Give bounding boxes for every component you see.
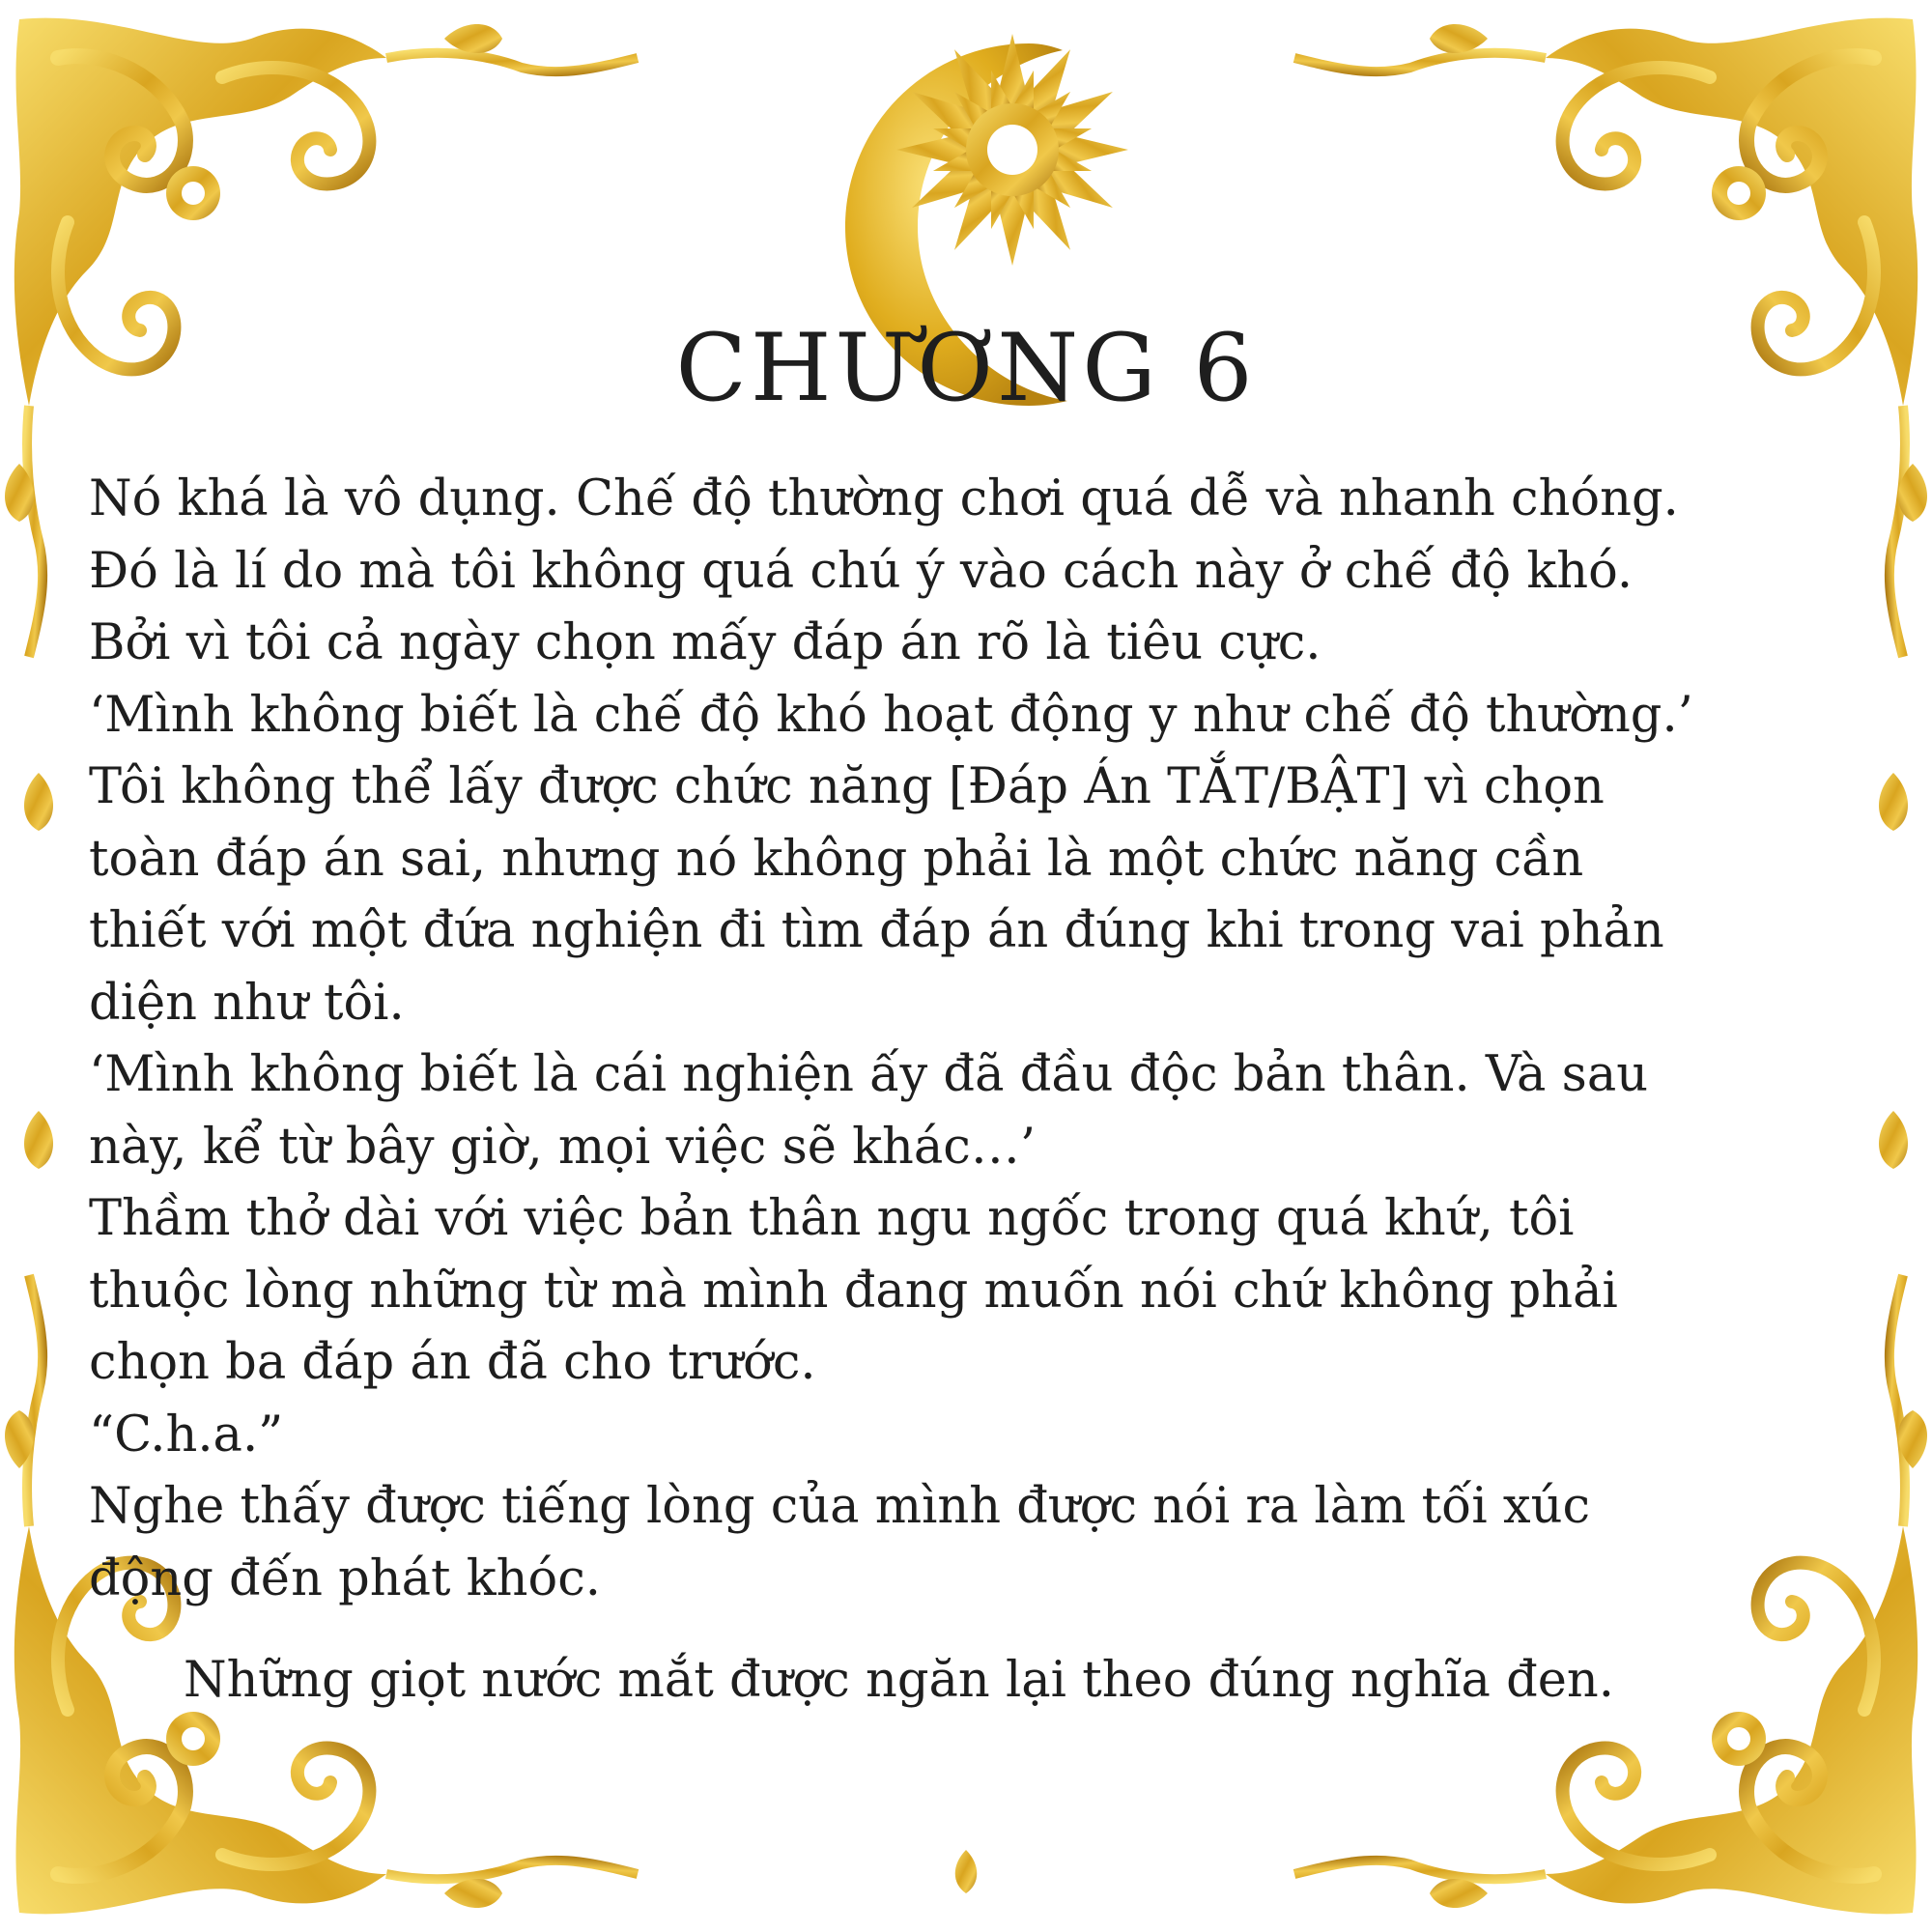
text-line: Nghe thấy được tiếng lòng của mình được nói ra làm tối xúc <box>89 1478 1591 1535</box>
text-line: động đến phát khóc. <box>89 1549 601 1607</box>
text-line: ‘Mình không biết là cái nghiện ấy đã đầu độc bản thân. Và sau <box>89 1046 1649 1103</box>
text-line: Bởi vì tôi cả ngày chọn mấy đáp án rõ là tiêu cực. <box>89 614 1321 671</box>
text-line: Nó khá là vô dụng. Chế độ thường chơi quá dễ và nhanh chóng. <box>89 470 1679 527</box>
text-line: thiết với một đứa nghiện đi tìm đáp án đúng khi trong vai phản <box>89 902 1664 959</box>
chapter-title: CHƯƠNG 6 <box>675 314 1257 422</box>
text-line: diện như tôi. <box>89 974 405 1032</box>
closing-line: Những giọt nước mắt được ngăn lại theo đúng nghĩa đen. <box>184 1652 1614 1709</box>
text-line: này, kể từ bây giờ, mọi việc sẽ khác…’ <box>89 1118 1037 1176</box>
text-line: toàn đáp án sai, nhưng nó không phải là một chức năng cần <box>89 830 1584 888</box>
story-text-block <box>89 464 1876 1615</box>
text-line: ‘Mình không biết là chế độ khó hoạt động y như chế độ thường.’ <box>89 686 1693 744</box>
bottom-border-line <box>541 1850 1391 1893</box>
text-line: chọn ba đáp án đã cho trước. <box>89 1334 816 1391</box>
text-line: “C.h.a.” <box>89 1406 284 1463</box>
text-line: Thầm thở dài với việc bản thân ngu ngốc trong quá khứ, tôi <box>89 1190 1575 1247</box>
text-line: Đó là lí do mà tôi không quá chú ý vào cách này ở chế độ khó. <box>89 542 1634 600</box>
text-line: Tôi không thể lấy được chức năng [Đáp Án TẮT/BẬT] vì chọn <box>89 758 1605 815</box>
text-line: thuộc lòng những từ mà mình đang muốn nói chứ không phải <box>89 1262 1618 1320</box>
